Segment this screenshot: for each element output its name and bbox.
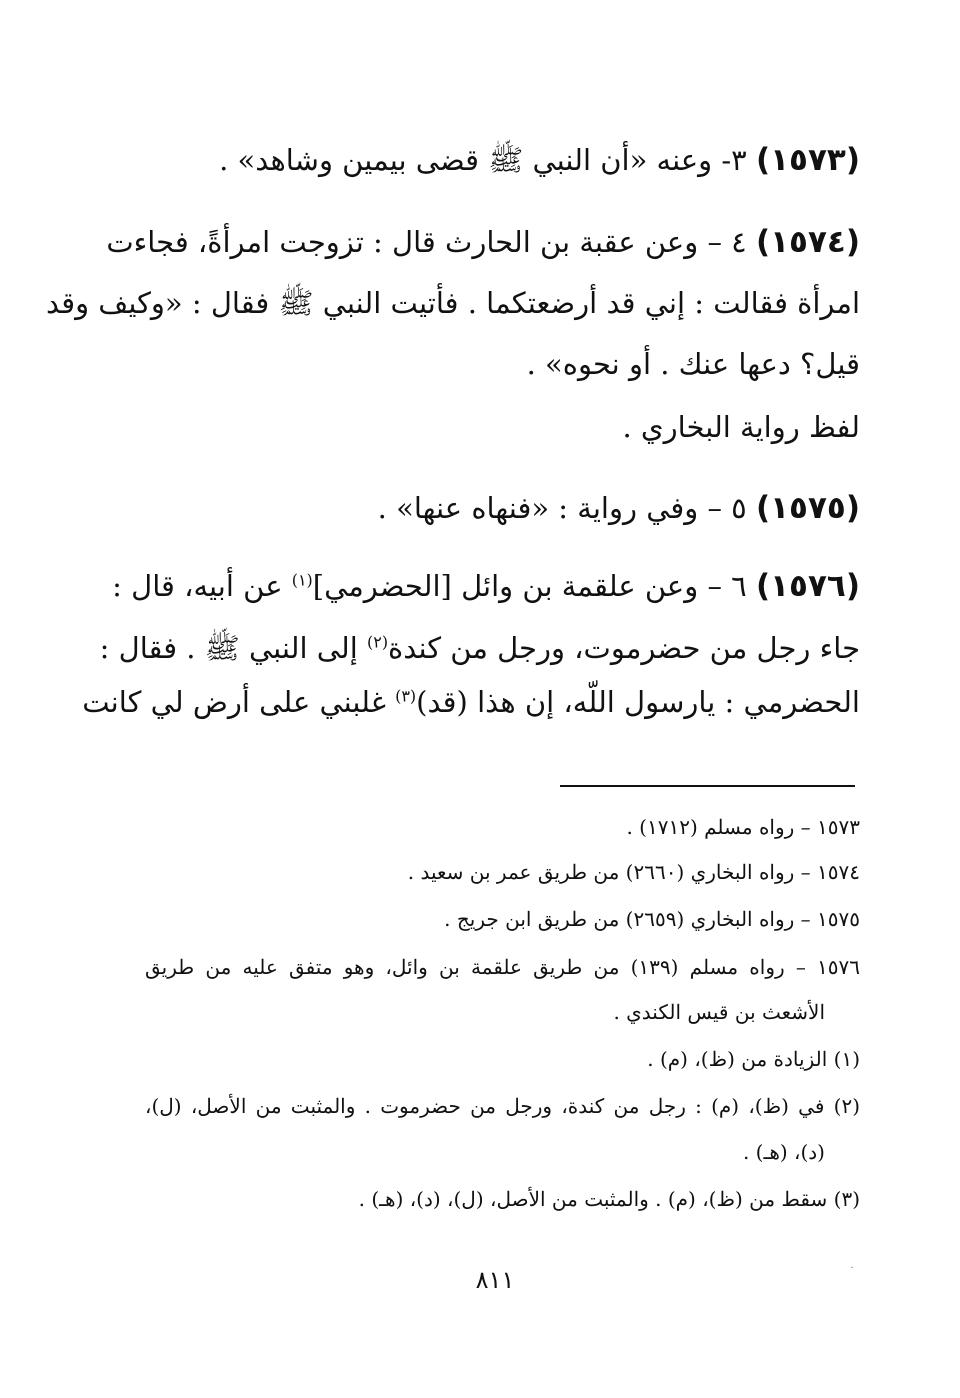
page-number: ٨١١	[475, 1266, 515, 1294]
note-3: (٣) سقط من (ظ)، (م) . والمثبت من الأصل، (ل)، (د)، (هـ) .	[358, 1187, 860, 1211]
footnote-ref: (١)	[291, 570, 313, 590]
entry-1576-line-3	[82, 685, 860, 720]
entry-number: (١٥٧٦)	[755, 568, 860, 604]
entry-number: (١٥٧٥)	[755, 490, 860, 526]
entry-1575	[145, 490, 860, 527]
entry-text: جاء رجل من حضرموت، ورجل من كندة	[388, 631, 860, 665]
narration-note: لفظ رواية البخاري .	[622, 410, 860, 444]
entry-text: ٣- وعنه «أن النبي ﷺ قضى بيمين وشاهد» .	[219, 143, 747, 177]
entry-1574-line-1	[106, 224, 860, 261]
footnote-divider	[560, 785, 855, 787]
entry-text: ٤ – وعن عقبة بن الحارث قال : تزوجت امرأةً، فجاءت	[106, 225, 747, 259]
entry-1576-line-1	[112, 568, 860, 605]
footnote-1576-line-1: ١٥٧٦ – رواه مسلم (١٣٩) من طريق علقمة بن وائل، وهو متفق عليه من طريق	[145, 955, 860, 979]
footnote-1574: ١٥٧٤ – رواه البخاري (٢٦٦٠) من طريق عمر بن سعيد .	[407, 860, 860, 884]
entry-text: ٥ – وفي رواية : «فنهاه عنها» .	[377, 491, 747, 525]
entry-text: الحضرمي : يارسول اللّه، إن هذا (قد)	[416, 685, 860, 719]
note-2-line-1: (٢) في (ظ)، (م) : رجل من كندة، ورجل من حضرموت . والمثبت من الأصل، (ل)،	[145, 1094, 860, 1118]
entry-text: إلى النبي ﷺ . فقال :	[99, 631, 368, 665]
footnote-ref: (٣)	[395, 686, 417, 706]
footnote-1576-line-2: الأشعث بن قيس الكندي .	[613, 1000, 825, 1024]
entry-1574-line-3: قيل؟ دعها عنك . أو نحوه» .	[526, 347, 860, 381]
note-2-line-2: (د)، (هـ) .	[742, 1140, 825, 1164]
entry-number: (١٥٧٣)	[755, 142, 860, 178]
entry-text: غلبني على أرض لي كانت	[82, 685, 396, 719]
note-1: (١) الزيادة من (ظ)، (م) .	[647, 1047, 860, 1071]
footnote-1575: ١٥٧٥ – رواه البخاري (٢٦٥٩) من طريق ابن جريج .	[444, 907, 860, 931]
footnote-ref: (٢)	[367, 632, 389, 652]
entry-text: عن أبيه، قال :	[112, 569, 292, 603]
entry-number: (١٥٧٤)	[755, 224, 860, 260]
footnote-1573: ١٥٧٣ – رواه مسلم (١٧١٢) .	[626, 815, 860, 839]
entry-1576-line-2	[99, 631, 860, 666]
entry-text: ٦ – وعن علقمة بن وائل [الحضرمي]	[312, 569, 747, 603]
entry-1574-line-2: امرأة فقالت : إني قد أرضعتكما . فأتيت النبي ﷺ فقال : «وكيف وقد	[46, 286, 860, 320]
entry-1573	[145, 142, 860, 179]
scan-speck: ·	[850, 1263, 854, 1274]
